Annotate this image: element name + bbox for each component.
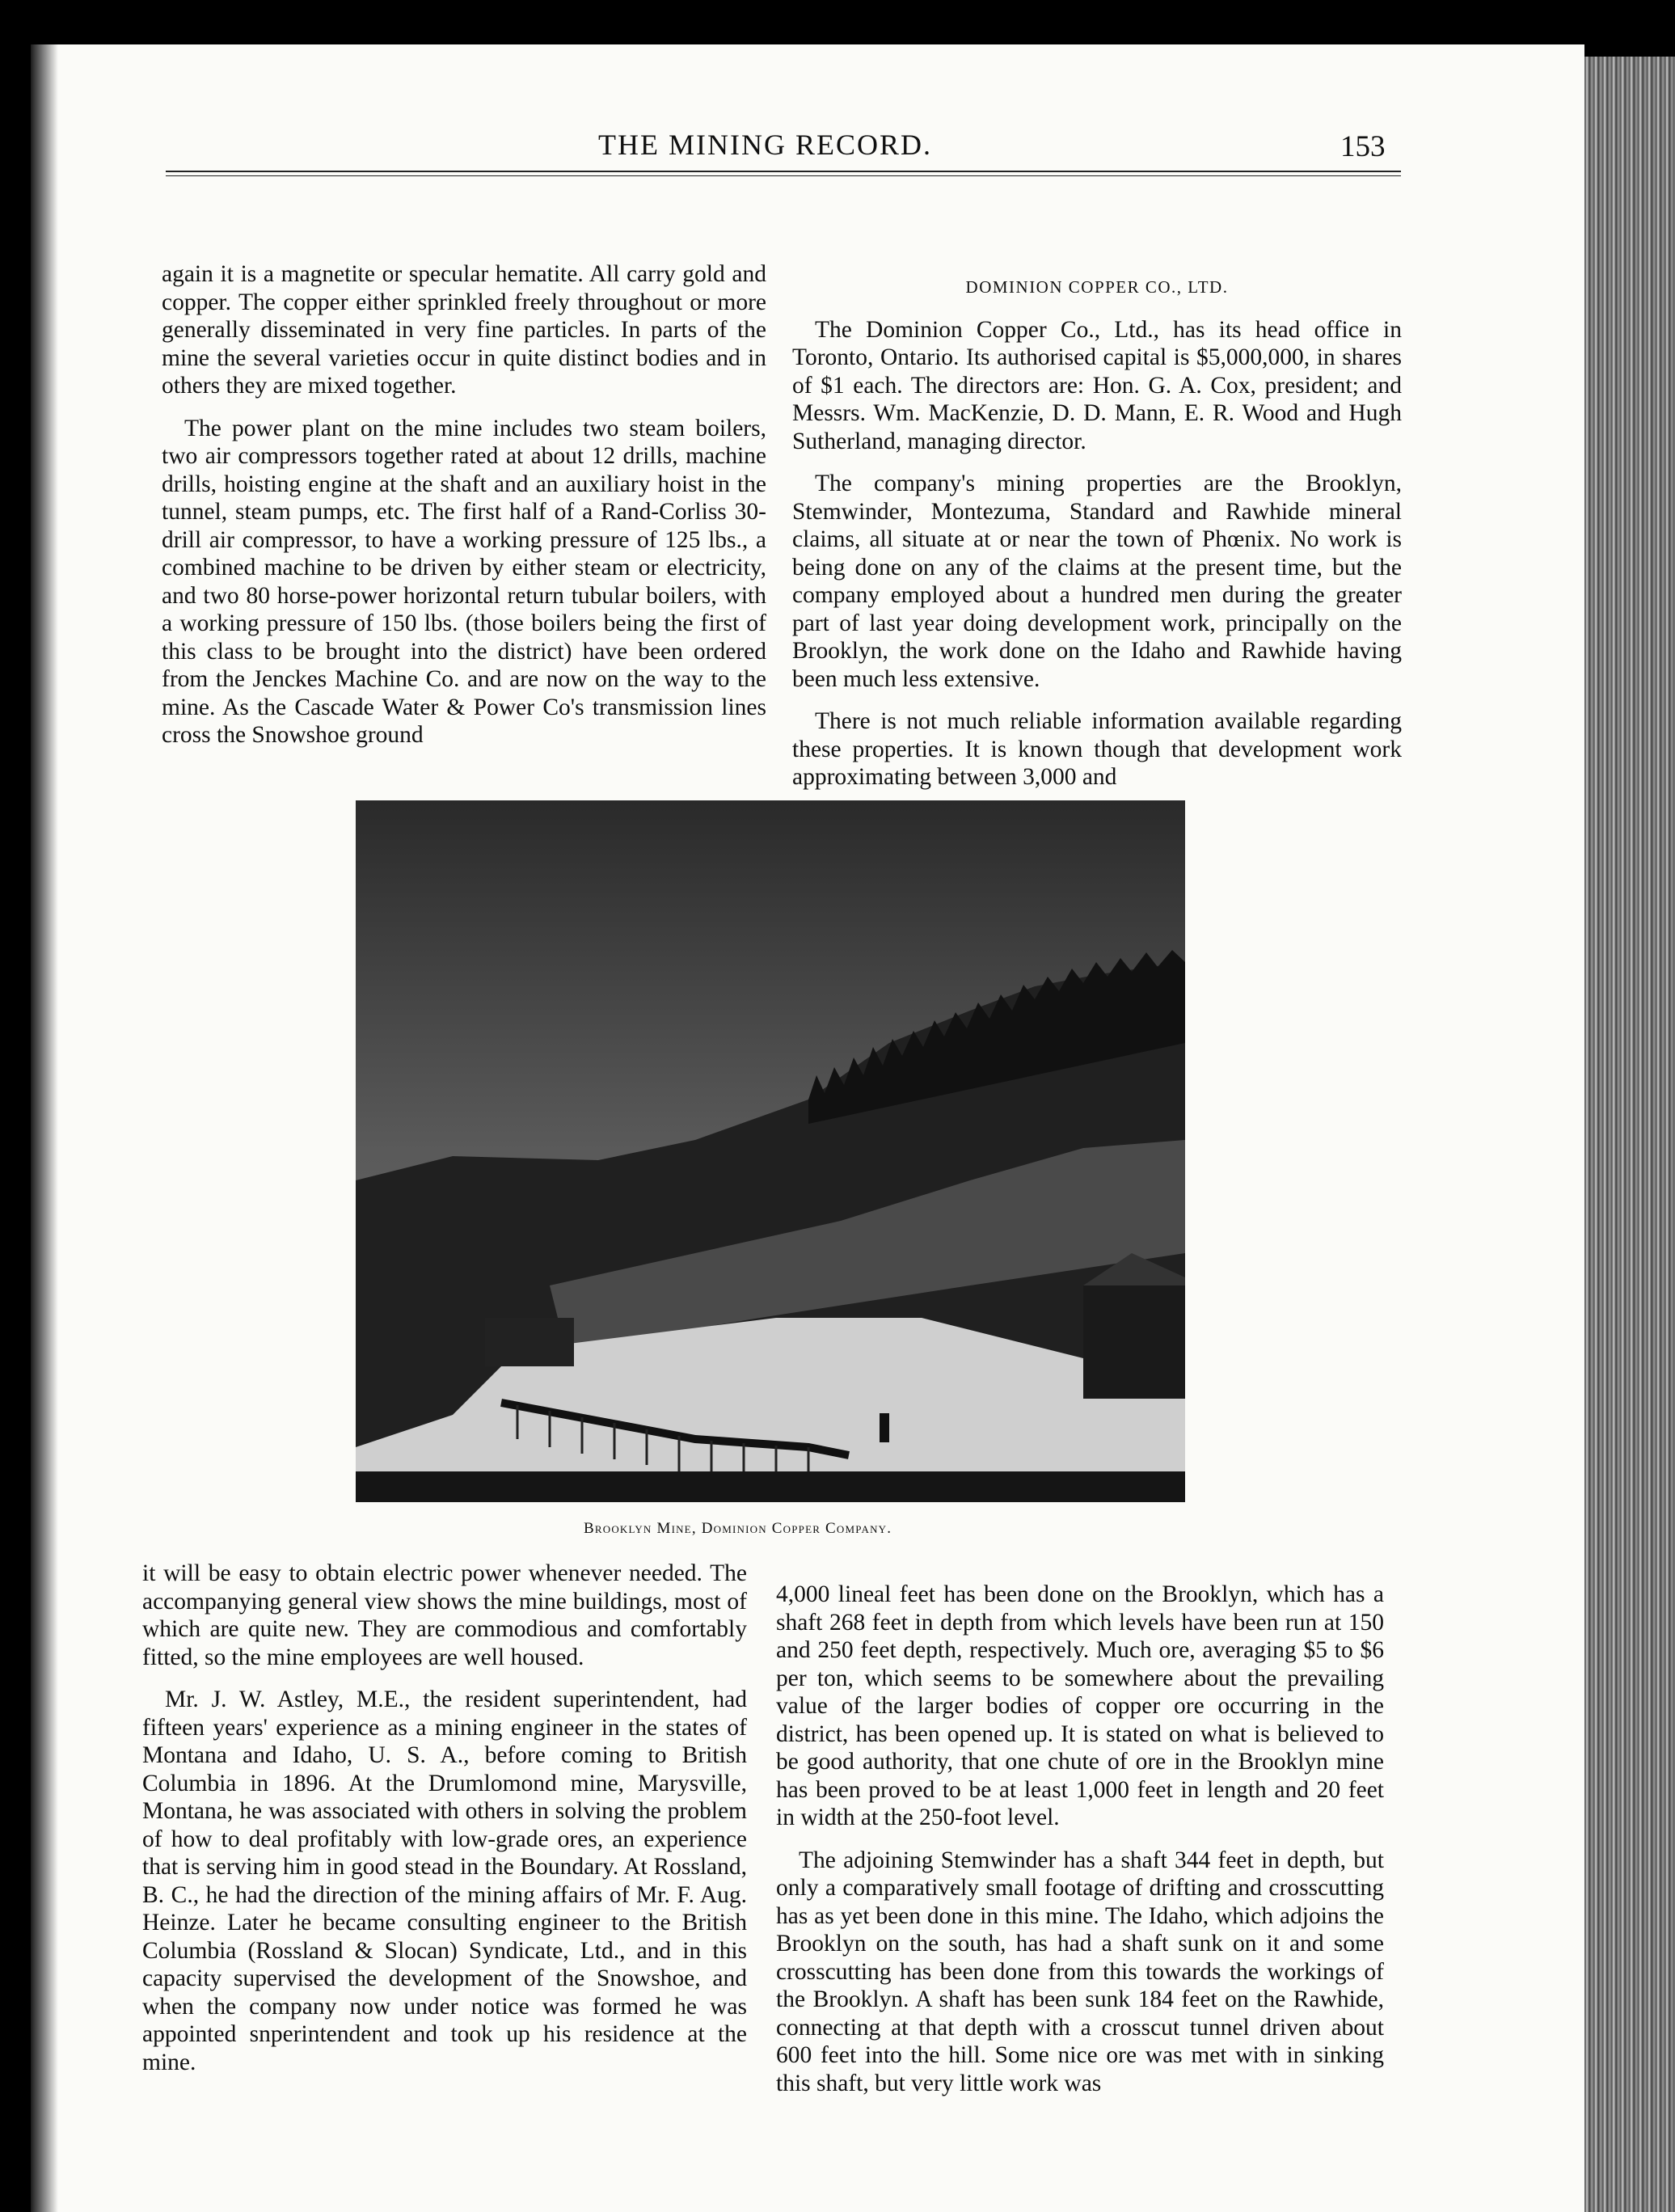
- paragraph: The Dominion Copper Co., Ltd., has its head office in Toronto, Ontario. Its authorised capital is $5,000,000, in shares of $1 each. The directors are: Hon. G. A. Cox, president; and Messrs. Wm. MacKenzie, D. D. Mann, E. R. Wood and Hugh Sutherland, managing director.: [792, 316, 1402, 454]
- header-rule-top: [166, 171, 1401, 172]
- header-rule-bottom: [166, 175, 1401, 176]
- bottom-right-column: [776, 1581, 1384, 2112]
- bottom-left-column: [142, 1560, 747, 2091]
- top-left-column: [162, 260, 766, 764]
- photo-caption: Brooklyn Mine, Dominion Copper Company.: [584, 1520, 892, 1537]
- top-right-column: [792, 273, 1402, 806]
- brooklyn-mine-photo: [356, 800, 1185, 1502]
- book-page-edges: [1580, 57, 1675, 2212]
- running-head: THE MINING RECORD.: [598, 129, 932, 161]
- paragraph: There is not much reliable information available regarding these properties. It is known though that development work approximating between 3,000 and: [792, 708, 1402, 790]
- paragraph: The company's mining properties are the Brooklyn, Stemwinder, Montezuma, Standard and Rawhide mineral claims, all situate at or near the town of Phœnix. No work is being done on any of the claims at the present time, but the company employed about a hundred men during the greater part of last year doing development work, principally on the Brooklyn, the work done on the Idaho and Rawhide having been much less extensive.: [792, 471, 1402, 692]
- paragraph: Mr. J. W. Astley, M.E., the resident superintendent, had fifteen years' experience as a mining engineer in the states of Montana and Idaho, U. S. A., before coming to British Columbia in 1896. At the Drumlomond mine, Marysville, Montana, he was associated with others in solving the problem of how to deal profitably with low-grade ores, an experience that is serving him in good stead in the Boundary. At Rossland, B. C., he had the direction of the mining affairs of Mr. F. Aug. Heinze. Later he became consulting engineer to the British Columbia (Rossland & Slocan) Syndicate, Ltd., and in this capacity supervised the development of the Snowshoe, and when the company now under notice was formed he was appointed snperintendent and took up his residence at the mine.: [142, 1686, 747, 2075]
- paragraph: 4,000 lineal feet has been done on the Brooklyn, which has a shaft 268 feet in depth from which levels have been run at 150 and 250 feet depth, respectively. Much ore, averaging $5 to $6 per ton, which seems to be somewhere about the prevailing value of the larger bodies of copper ore occurring in the district, has been opened up. It is stated on what is believed to be good authority, that one chute of ore in the Brooklyn mine has been proved to be at least 1,000 feet in length and 20 feet in width at the 250-foot level.: [776, 1581, 1384, 1830]
- paragraph: The power plant on the mine includes two steam boilers, two air compressors together rated at about 12 drills, machine drills, hoisting engine at the shaft and an auxiliary hoist in the tunnel, steam pumps, etc. The first half of a Rand-Corliss 30-drill air compressor, to have a working pressure of 125 lbs., a combined machine to be driven by either steam or electricity, and two 80 horse-power horizontal return tubular boilers, with a working pressure of 150 lbs. (those boilers being the first of this class to be brought into the district) have been ordered from the Jenckes Machine Co. and are now on the way to the mine. As the Cascade Water & Power Co's transmission lines cross the Snowshoe ground: [162, 415, 766, 748]
- paragraph: it will be easy to obtain electric power whenever needed. The accompanying general view shows the mine buildings, most of which are quite new. They are commodious and comfortably fitted, so the mine employees are well housed.: [142, 1560, 747, 1670]
- page-number: 153: [1340, 130, 1386, 163]
- section-heading: DOMINION COPPER CO., LTD.: [965, 277, 1229, 297]
- gutter-shadow: [31, 44, 58, 2212]
- paragraph: again it is a magnetite or specular hematite. All carry gold and copper. The copper either sprinkled freely throughout or more generally disseminated in very fine particles. In parts of the mine the several varieties occur in quite distinct bodies and in others they are mixed together.: [162, 261, 766, 399]
- paragraph: The adjoining Stemwinder has a shaft 344 feet in depth, but only a comparatively small footage of drifting and crosscutting has as yet been done in this mine. The Idaho, which adjoins the Brooklyn on the south, has had a shaft sunk on it and some crosscutting has been done from this towards the workings of the Brooklyn. A shaft has been sunk 184 feet on the Rawhide, connecting at that depth with a crosscut tunnel driven about 600 feet into the hill. Some nice ore was met with in sinking this shaft, but very little work was: [776, 1847, 1384, 2096]
